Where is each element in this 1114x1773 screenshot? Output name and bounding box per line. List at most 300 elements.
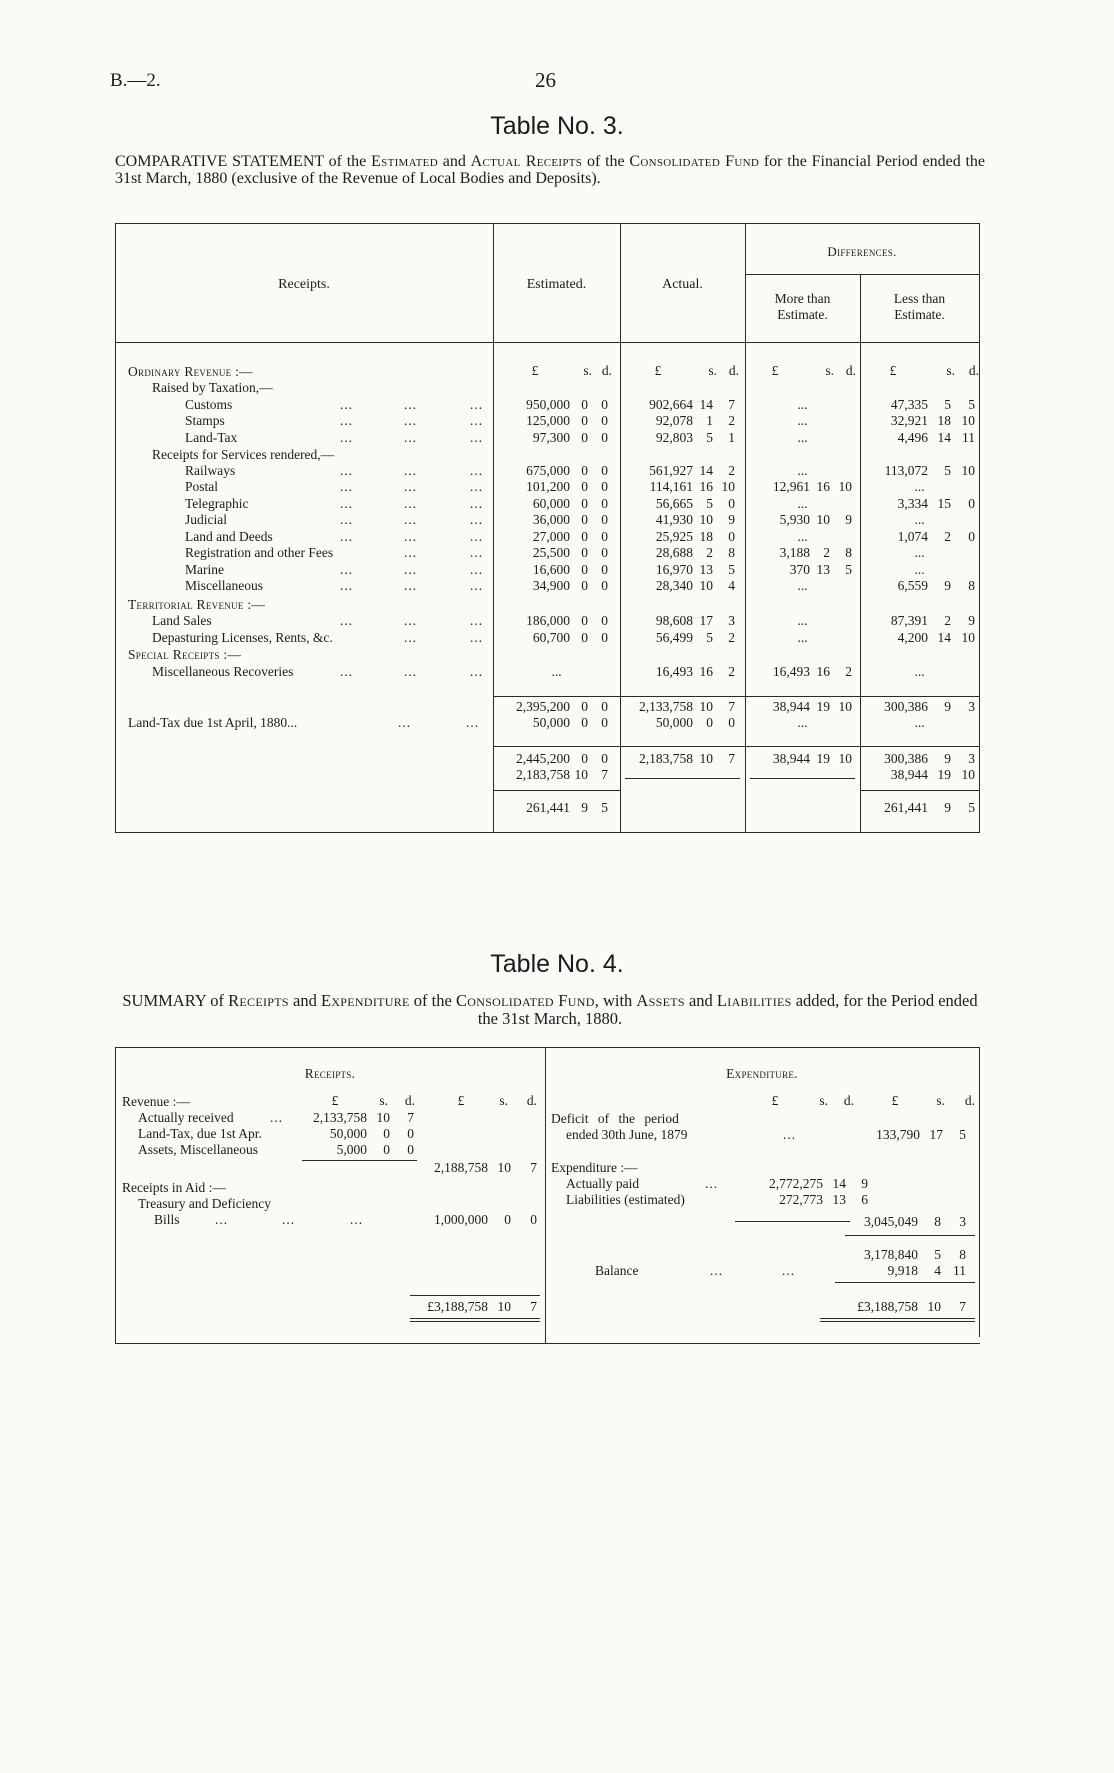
estimated-pence: 0 xyxy=(601,430,608,445)
leader-dots: ... xyxy=(470,529,484,544)
actual-shillings: 5 xyxy=(706,630,713,645)
pound-unit: £ xyxy=(889,363,897,378)
section-territorial-revenue: Territorial Revenue :— xyxy=(128,597,266,612)
leader-dots: ... xyxy=(470,496,484,511)
more-shillings: 13 xyxy=(816,562,830,577)
assets-s: 0 xyxy=(383,1142,390,1157)
estimated-pence: 0 xyxy=(601,578,608,593)
shilling-unit: s. xyxy=(946,363,955,378)
row-label: Stamps xyxy=(185,413,225,428)
t4-expenditure-heading: Expenditure. xyxy=(726,1066,798,1081)
actually-received-d: 7 xyxy=(407,1110,414,1125)
actual-shillings: 18 xyxy=(699,529,713,544)
estimated-pounds: 60,000 xyxy=(532,496,570,511)
more-than-value: ... xyxy=(797,397,808,412)
estimated-pounds: 101,200 xyxy=(526,479,570,494)
rule-line xyxy=(410,1321,540,1322)
leader-dots: ... xyxy=(398,715,412,730)
table3-caption: COMPARATIVE STATEMENT of the Estimated and Actual Receipts of the Consolidated Fund for the Financial Period ended the 31st March, 1880 (exclusive of the Revenue of Local Bodies and Deposits). xyxy=(115,153,986,187)
actual-pence: 2 xyxy=(728,664,735,679)
estimated-pounds: 34,900 xyxy=(532,578,570,593)
estimated-pence: 0 xyxy=(601,397,608,412)
more-than-value: ... xyxy=(797,613,808,628)
leader-dots: ... xyxy=(340,512,354,527)
estimated-pence: 0 xyxy=(601,512,608,527)
sum-s: 5 xyxy=(934,1247,941,1262)
revenue-total-d: 7 xyxy=(530,1160,537,1175)
leader-dots: ... xyxy=(340,430,354,445)
leader-dots: ... xyxy=(340,463,354,478)
more-pence: 9 xyxy=(845,512,852,527)
less-pounds: 47,335 xyxy=(890,397,928,412)
pound-unit: £ xyxy=(654,363,662,378)
balance-d: 11 xyxy=(953,1263,966,1278)
total-more-s: 19 xyxy=(816,751,830,766)
expenditure-total-s: 8 xyxy=(934,1214,941,1229)
more-pence: 5 xyxy=(845,562,852,577)
rule-line xyxy=(410,1295,540,1296)
pence-unit: d. xyxy=(845,363,856,378)
row-label: Marine xyxy=(185,562,224,577)
row-label: Judicial xyxy=(185,512,227,527)
leader-dots: ... xyxy=(340,479,354,494)
balance-s: 4 xyxy=(934,1263,941,1278)
actual-pence: 10 xyxy=(721,479,735,494)
actually-paid-pounds: 2,772,275 xyxy=(769,1176,823,1191)
leader-dots: ... xyxy=(340,397,354,412)
more-shillings: 16 xyxy=(816,664,830,679)
less-shillings: 2 xyxy=(944,613,951,628)
actually-received-label: Actually received xyxy=(138,1110,234,1125)
shilling-unit: s. xyxy=(936,1093,945,1108)
actual-pence: 3 xyxy=(728,613,735,628)
leader-dots: ... xyxy=(470,545,484,560)
less-pence: 5 xyxy=(968,397,975,412)
actual-pounds: 902,664 xyxy=(649,397,693,412)
more-pounds: 370 xyxy=(789,562,810,577)
actual-shillings: 5 xyxy=(706,496,713,511)
pound-unit: £ xyxy=(771,1093,779,1108)
estimated-pence: 0 xyxy=(601,613,608,628)
revenue-total-pounds: 2,188,758 xyxy=(434,1160,488,1175)
expenditure-label: Expenditure :— xyxy=(551,1160,638,1175)
assets-pounds: 5,000 xyxy=(336,1142,367,1157)
rule-line xyxy=(410,1318,540,1319)
more-than-header-2: Estimate. xyxy=(777,307,828,322)
balance-pounds: 9,918 xyxy=(887,1263,918,1278)
landtax-actual-d: 0 xyxy=(728,715,735,730)
rule-line xyxy=(820,1321,975,1322)
liabilities-label: Liabilities (estimated) xyxy=(566,1192,685,1207)
less-pence: 10 xyxy=(961,463,975,478)
less-pence: 11 xyxy=(962,430,975,445)
estimated-pence: 0 xyxy=(601,630,608,645)
receipts-total-pounds: £3,188,758 xyxy=(427,1299,488,1314)
row-label: Land and Deeds xyxy=(185,529,273,544)
expenditure-grand-total: £3,188,758 xyxy=(857,1299,918,1314)
total-more-d: 10 xyxy=(838,751,852,766)
more-than-value: ... xyxy=(797,413,808,428)
actual-pence: 7 xyxy=(728,397,735,412)
leader-dots: ... xyxy=(782,1263,796,1278)
actual-shillings: 1 xyxy=(706,413,713,428)
estimated-pence: 0 xyxy=(601,479,608,494)
estimated-pounds: 125,000 xyxy=(526,413,570,428)
deficit-label: Deficit of the period xyxy=(551,1111,679,1126)
actual-pounds: 16,493 xyxy=(655,664,693,679)
deduct-less-d: 10 xyxy=(961,767,975,782)
page-number: 26 xyxy=(535,68,556,92)
shilling-unit: s. xyxy=(708,363,717,378)
landtax-due-label: Land-Tax due 1st April, 1880... xyxy=(128,715,298,730)
leader-dots: ... xyxy=(710,1263,724,1278)
actual-pence: 2 xyxy=(728,630,735,645)
leader-dots: ... xyxy=(470,397,484,412)
less-pence: 10 xyxy=(961,630,975,645)
deficit-d: 5 xyxy=(959,1127,966,1142)
net-less-d: 5 xyxy=(968,800,975,815)
estimated-pounds: 97,300 xyxy=(532,430,570,445)
leader-dots: ... xyxy=(404,479,418,494)
total-estimated-d: 0 xyxy=(601,699,608,714)
leader-dots: ... xyxy=(404,613,418,628)
estimated-pounds: 27,000 xyxy=(532,529,570,544)
estimated-shillings: 0 xyxy=(581,397,588,412)
total-estimated-s: 0 xyxy=(581,699,588,714)
less-shillings: 2 xyxy=(944,529,951,544)
row-label: Miscellaneous Recoveries xyxy=(152,664,294,679)
actual-pence: 0 xyxy=(728,529,735,544)
more-pence: 10 xyxy=(838,479,852,494)
leader-dots: ... xyxy=(340,496,354,511)
pence-unit: d. xyxy=(728,363,739,378)
estimated-pence: 0 xyxy=(601,463,608,478)
estimated-pounds: 950,000 xyxy=(526,397,570,412)
more-pounds: 12,961 xyxy=(772,479,810,494)
section-special-receipts: Special Receipts :— xyxy=(128,647,242,662)
actual-shillings: 5 xyxy=(706,430,713,445)
less-pounds: 32,921 xyxy=(890,413,928,428)
table4-title: Table No. 4. xyxy=(490,950,624,978)
estimated-shillings: 0 xyxy=(581,413,588,428)
actual-pence: 4 xyxy=(728,578,735,593)
receipts-total-s: 10 xyxy=(497,1299,511,1314)
assets-label: Assets, Miscellaneous xyxy=(138,1142,258,1157)
section-services: Receipts for Services rendered,— xyxy=(152,447,335,462)
less-shillings: 9 xyxy=(944,578,951,593)
estimated-shillings: 0 xyxy=(581,562,588,577)
total-more-s: 19 xyxy=(816,699,830,714)
revenue-label: Revenue :— xyxy=(122,1094,190,1109)
shilling-unit: s. xyxy=(379,1093,388,1108)
liabilities-pounds: 272,773 xyxy=(779,1192,823,1207)
leader-dots: ... xyxy=(705,1176,719,1191)
actual-pounds: 16,970 xyxy=(655,562,693,577)
actual-shillings: 2 xyxy=(706,545,713,560)
estimated-shillings: 0 xyxy=(581,430,588,445)
more-pence: 8 xyxy=(845,545,852,560)
more-pounds: 16,493 xyxy=(772,664,810,679)
pence-unit: d. xyxy=(526,1093,537,1108)
deduct-estimated: 2,183,758 xyxy=(516,767,570,782)
total-less: 300,386 xyxy=(884,699,928,714)
actual-pence: 2 xyxy=(728,463,735,478)
less-shillings: 5 xyxy=(944,397,951,412)
actual-pence: 9 xyxy=(728,512,735,527)
deduct-estimated-s: 10 xyxy=(574,767,588,782)
row-label: Land Sales xyxy=(152,613,212,628)
more-than-value: ... xyxy=(797,529,808,544)
less-pounds: 87,391 xyxy=(890,613,928,628)
leader-dots: ... xyxy=(466,715,480,730)
pound-unit: £ xyxy=(531,363,539,378)
actual-shillings: 10 xyxy=(699,512,713,527)
deficit-s: 17 xyxy=(929,1127,943,1142)
less-pounds: 4,200 xyxy=(897,630,928,645)
expenditure-total-d: 3 xyxy=(959,1214,966,1229)
more-than-value: ... xyxy=(797,578,808,593)
less-pence: 10 xyxy=(961,413,975,428)
actually-received-s: 10 xyxy=(376,1110,390,1125)
less-pence: 0 xyxy=(968,529,975,544)
total-less-d: 3 xyxy=(968,699,975,714)
less-than-value: ... xyxy=(914,562,925,577)
total-actual-s: 10 xyxy=(699,751,713,766)
leader-dots: ... xyxy=(470,463,484,478)
total-estimated-s: 0 xyxy=(581,751,588,766)
less-than-value: ... xyxy=(914,545,925,560)
leader-dots: ... xyxy=(470,479,484,494)
actual-pounds: 56,499 xyxy=(655,630,693,645)
section-ordinary-revenue: Ordinary Revenue :— xyxy=(128,364,253,379)
row-label: Postal xyxy=(185,479,219,494)
rule-line xyxy=(845,1235,975,1236)
more-shillings: 16 xyxy=(816,479,830,494)
estimated-shillings: 0 xyxy=(581,529,588,544)
actual-pence: 1 xyxy=(728,430,735,445)
assets-d: 0 xyxy=(407,1142,414,1157)
less-shillings: 18 xyxy=(937,413,951,428)
row-label: Railways xyxy=(185,463,236,478)
less-pence: 0 xyxy=(968,496,975,511)
balance-label: Balance xyxy=(595,1263,639,1278)
total-actual-s: 10 xyxy=(699,699,713,714)
actually-paid-d: 9 xyxy=(861,1176,868,1191)
less-pounds: 113,072 xyxy=(884,463,928,478)
total-less-s: 9 xyxy=(944,751,951,766)
actual-pence: 5 xyxy=(728,562,735,577)
actual-pounds: 114,161 xyxy=(649,479,693,494)
t4-receipts-heading: Receipts. xyxy=(304,1066,356,1081)
leader-dots: ... xyxy=(340,413,354,428)
actual-pence: 2 xyxy=(728,413,735,428)
total-actual-d: 7 xyxy=(728,699,735,714)
more-than-value: ... xyxy=(797,630,808,645)
estimated-pounds: 675,000 xyxy=(526,463,570,478)
net-less-s: 9 xyxy=(944,800,951,815)
pence-unit: d. xyxy=(404,1093,415,1108)
row-label: Registration and other Fees xyxy=(185,545,334,560)
pence-unit: d. xyxy=(964,1093,975,1108)
more-than-value: ... xyxy=(797,430,808,445)
liabilities-s: 13 xyxy=(832,1192,846,1207)
net-estimated: 261,441 xyxy=(526,800,570,815)
liabilities-d: 6 xyxy=(861,1192,868,1207)
estimated-pounds: 60,700 xyxy=(532,630,570,645)
leader-dots: ... xyxy=(404,413,418,428)
leader-dots: ... xyxy=(470,630,484,645)
deduct-estimated-d: 7 xyxy=(601,767,608,782)
receipts-in-aid-label: Receipts in Aid :— xyxy=(122,1180,226,1195)
landtax-pounds: 50,000 xyxy=(329,1126,367,1141)
sum-d: 8 xyxy=(959,1247,966,1262)
leader-dots: ... xyxy=(404,630,418,645)
landtax-d: 0 xyxy=(407,1126,414,1141)
total-estimated: 2,445,200 xyxy=(516,751,570,766)
less-pounds: 6,559 xyxy=(897,578,928,593)
estimated-shillings: 0 xyxy=(581,463,588,478)
estimated-shillings: 0 xyxy=(581,512,588,527)
actually-received-pounds: 2,133,758 xyxy=(313,1110,367,1125)
row-label: Telegraphic xyxy=(185,496,249,511)
pence-unit: d. xyxy=(601,363,612,378)
leader-dots: ... xyxy=(340,562,354,577)
less-than-header-2: Estimate. xyxy=(894,307,945,322)
document-reference: B.—2. xyxy=(110,70,161,91)
treasury-label: Treasury and Deficiency xyxy=(138,1196,271,1211)
deduct-less-s: 19 xyxy=(937,767,951,782)
actual-shillings: 16 xyxy=(699,664,713,679)
total-more-d: 10 xyxy=(838,699,852,714)
bills-pounds: 1,000,000 xyxy=(434,1212,488,1227)
leader-dots: ... xyxy=(404,496,418,511)
actual-pence: 0 xyxy=(728,496,735,511)
estimated-pence: 0 xyxy=(601,562,608,577)
estimated-pence: 0 xyxy=(601,496,608,511)
rule-line xyxy=(820,1318,975,1319)
leader-dots: ... xyxy=(783,1127,797,1142)
deficit-pounds: 133,790 xyxy=(876,1127,920,1142)
pound-unit: £ xyxy=(331,1093,339,1108)
shilling-unit: s. xyxy=(583,363,592,378)
shilling-unit: s. xyxy=(499,1093,508,1108)
pound-unit: £ xyxy=(457,1093,465,1108)
section-taxation: Raised by Taxation,— xyxy=(152,380,273,395)
row-label: Customs xyxy=(185,397,233,412)
less-shillings: 15 xyxy=(937,496,951,511)
total-less-d: 3 xyxy=(968,751,975,766)
estimated-value: ... xyxy=(551,664,562,679)
actual-shillings: 14 xyxy=(699,397,713,412)
total-more: 38,944 xyxy=(772,699,810,714)
leader-dots: ... xyxy=(404,664,418,679)
more-than-value: ... xyxy=(797,463,808,478)
row-label: Land-Tax xyxy=(185,430,238,445)
pence-unit: d. xyxy=(968,363,979,378)
less-than-header: Less than xyxy=(893,291,946,306)
net-less: 261,441 xyxy=(884,800,928,815)
estimated-shillings: 0 xyxy=(581,479,588,494)
leader-dots: ... xyxy=(404,463,418,478)
less-pounds: 1,074 xyxy=(897,529,928,544)
more-pounds: 5,930 xyxy=(779,512,810,527)
leader-dots: ... xyxy=(470,613,484,628)
actual-shillings: 16 xyxy=(699,479,713,494)
more-pence: 2 xyxy=(845,664,852,679)
landtax-s: 0 xyxy=(383,1126,390,1141)
estimated-pounds: 36,000 xyxy=(532,512,570,527)
shilling-unit: s. xyxy=(819,1093,828,1108)
more-than-header: More than xyxy=(774,291,831,306)
less-than-value: ... xyxy=(914,479,925,494)
total-estimated-d: 0 xyxy=(601,751,608,766)
landtax-actual-s: 0 xyxy=(706,715,713,730)
estimated-shillings: 0 xyxy=(581,578,588,593)
rule-line xyxy=(835,1282,975,1283)
more-than-value: ... xyxy=(797,496,808,511)
estimated-pence: 0 xyxy=(601,545,608,560)
row-label: Depasturing Licenses, Rents, &c. xyxy=(152,630,333,645)
expenditure-grand-total-d: 7 xyxy=(959,1299,966,1314)
leader-dots: ... xyxy=(215,1212,229,1227)
deduct-less: 38,944 xyxy=(890,767,928,782)
landtax-more: ... xyxy=(797,715,808,730)
actual-pounds: 28,340 xyxy=(655,578,693,593)
pound-unit: £ xyxy=(891,1093,899,1108)
expenditure-total-pounds: 3,045,049 xyxy=(864,1214,918,1229)
leader-dots: ... xyxy=(340,529,354,544)
actual-pounds: 92,803 xyxy=(655,430,693,445)
actual-pounds: 25,925 xyxy=(655,529,693,544)
landtax-estimated-d: 0 xyxy=(601,715,608,730)
bills-d: 0 xyxy=(530,1212,537,1227)
leader-dots: ... xyxy=(404,397,418,412)
leader-dots: ... xyxy=(340,613,354,628)
expenditure-grand-total-s: 10 xyxy=(927,1299,941,1314)
landtax-label: Land-Tax, due 1st Apr. xyxy=(138,1126,262,1141)
actual-pounds: 28,688 xyxy=(655,545,693,560)
less-pence: 8 xyxy=(968,578,975,593)
net-estimated-s: 9 xyxy=(581,800,588,815)
actual-pounds: 98,608 xyxy=(655,613,693,628)
less-shillings: 14 xyxy=(937,430,951,445)
total-more: 38,944 xyxy=(772,751,810,766)
leader-dots: ... xyxy=(404,430,418,445)
estimated-pence: 0 xyxy=(601,529,608,544)
leader-dots: ... xyxy=(340,664,354,679)
landtax-estimated: 50,000 xyxy=(532,715,570,730)
more-shillings: 10 xyxy=(816,512,830,527)
less-pence: 9 xyxy=(968,613,975,628)
estimated-pounds: 25,500 xyxy=(532,545,570,560)
total-estimated: 2,395,200 xyxy=(516,699,570,714)
actually-paid-label: Actually paid xyxy=(566,1176,640,1191)
estimated-shillings: 0 xyxy=(581,613,588,628)
actual-shillings: 14 xyxy=(699,463,713,478)
differences-header: Differences. xyxy=(827,244,897,259)
actual-header: Actual. xyxy=(662,277,703,292)
leader-dots: ... xyxy=(270,1110,284,1125)
bills-s: 0 xyxy=(504,1212,511,1227)
receipts-total-d: 7 xyxy=(530,1299,537,1314)
row-label: Miscellaneous xyxy=(185,578,263,593)
less-than-value: ... xyxy=(914,512,925,527)
pence-unit: d. xyxy=(843,1093,854,1108)
actually-paid-s: 14 xyxy=(832,1176,846,1191)
landtax-actual: 50,000 xyxy=(655,715,693,730)
leader-dots: ... xyxy=(404,512,418,527)
sum-pounds: 3,178,840 xyxy=(864,1247,918,1262)
